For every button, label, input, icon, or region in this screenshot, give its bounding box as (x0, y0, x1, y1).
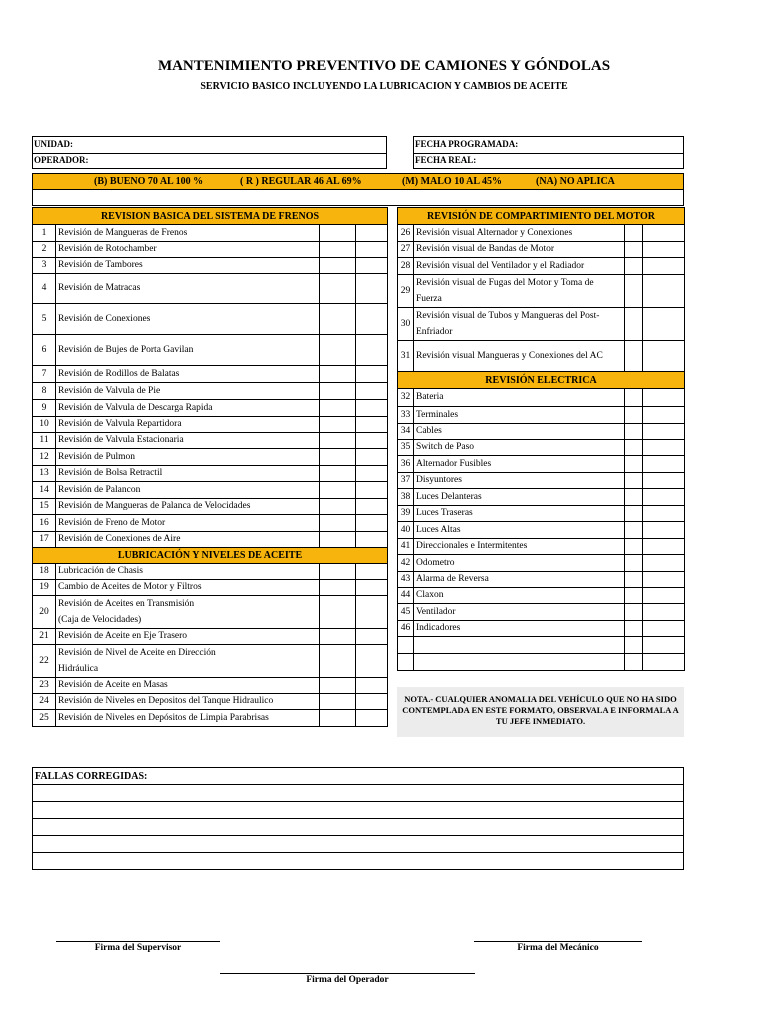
rating-cell[interactable] (320, 335, 356, 366)
observation-cell[interactable] (643, 456, 685, 473)
rating-cell[interactable] (320, 433, 356, 449)
item-number: 1 (33, 225, 56, 242)
rating-cell[interactable] (320, 466, 356, 482)
rating-cell[interactable] (625, 308, 643, 341)
legend-na: (NA) NO APLICA (536, 176, 615, 187)
checklist-row (398, 473, 685, 489)
item-number: 11 (33, 433, 56, 449)
item-number: 24 (33, 694, 56, 710)
observation-cell[interactable] (643, 572, 685, 588)
fallas-label: FALLAS CORREGIDAS: (33, 768, 684, 785)
checklist-row (33, 482, 388, 499)
rating-cell[interactable] (625, 555, 643, 572)
item-number: 26 (398, 225, 414, 242)
observation-cell[interactable] (643, 621, 685, 637)
checklist-row (33, 417, 388, 433)
rating-cell[interactable] (320, 499, 356, 515)
observation-cell[interactable] (356, 499, 388, 515)
checklist-row (398, 275, 685, 308)
operador-field[interactable] (92, 153, 385, 168)
checklist-row (33, 366, 388, 383)
item-label: Revisión de Valvula de Descarga Rapida (56, 400, 320, 417)
rating-legend (32, 173, 684, 190)
observation-cell[interactable] (356, 532, 388, 548)
fecha-programada-field[interactable] (528, 137, 682, 152)
item-label: Odometro (414, 555, 625, 572)
rating-cell[interactable] (625, 522, 643, 539)
fecha-programada-label: FECHA PROGRAMADA: (415, 139, 519, 149)
checklist-row (398, 308, 685, 341)
item-number: 38 (398, 489, 414, 506)
checklist-row (33, 258, 388, 274)
item-number: 32 (398, 389, 414, 407)
fallas-line[interactable] (33, 785, 684, 802)
empty-cell[interactable] (625, 637, 643, 654)
unidad-field[interactable] (80, 137, 385, 152)
item-number: 8 (33, 383, 56, 400)
operador-signature-label: Firma del Operador (306, 975, 389, 985)
rating-cell[interactable] (625, 506, 643, 522)
rating-cell[interactable] (320, 383, 356, 400)
item-number: 22 (33, 645, 56, 678)
observation-cell[interactable] (643, 489, 685, 506)
item-label: Revisión de Conexiones (56, 304, 320, 335)
operador-signature-line[interactable] (220, 973, 475, 974)
item-number: 18 (33, 564, 56, 580)
item-number: 12 (33, 449, 56, 466)
item-label: Cables (414, 424, 625, 440)
checklist-row (398, 258, 685, 275)
item-number: 3 (33, 258, 56, 274)
observation-cell[interactable] (643, 389, 685, 407)
item-number: 25 (33, 710, 56, 727)
item-label: Alternador Fusibles (414, 456, 625, 473)
observation-cell[interactable] (643, 308, 685, 341)
checklist-row (398, 225, 685, 242)
item-number: 2 (33, 242, 56, 258)
item-label: Alarma de Reversa (414, 572, 625, 588)
item-number: 20 (33, 596, 56, 629)
rating-cell[interactable] (625, 258, 643, 275)
item-label: Revisión de Bolsa Retractil (56, 466, 320, 482)
checklist-row (33, 400, 388, 417)
checklist-row (33, 532, 388, 548)
rating-cell[interactable] (320, 532, 356, 548)
section-lubricacion: LUBRICACIÓN Y NIVELES DE ACEITE (33, 548, 388, 564)
observation-cell[interactable] (356, 366, 388, 383)
item-label: Revisión de Mangueras de Palanca de Velocidades (56, 499, 320, 515)
item-label (56, 645, 320, 678)
item-number: 40 (398, 522, 414, 539)
checklist-row (398, 424, 685, 440)
item-label: Revisión de Aceite en Masas (56, 678, 320, 694)
observation-cell[interactable] (356, 645, 388, 678)
item-number: 21 (33, 629, 56, 645)
rating-cell[interactable] (625, 588, 643, 604)
observation-cell[interactable] (356, 710, 388, 727)
fecha-real-field[interactable] (484, 153, 682, 168)
checklist-row (33, 433, 388, 449)
item-label: Revisión visual Alternador y Conexiones (414, 225, 625, 242)
rating-cell[interactable] (625, 489, 643, 506)
item-label: Bateria (414, 389, 625, 407)
rating-cell[interactable] (320, 710, 356, 727)
item-number: 35 (398, 440, 414, 456)
rating-cell[interactable] (320, 629, 356, 645)
item-label-line: Fuerza (416, 294, 442, 304)
observation-cell[interactable] (643, 506, 685, 522)
checklist-row (33, 499, 388, 515)
rating-cell[interactable] (625, 225, 643, 242)
item-label (56, 596, 320, 629)
checklist-row (398, 440, 685, 456)
rating-cell[interactable] (320, 645, 356, 678)
item-label: Revisión de Valvula de Pie (56, 383, 320, 400)
rating-cell[interactable] (320, 366, 356, 383)
empty-cell[interactable] (625, 654, 643, 671)
observation-cell[interactable] (356, 515, 388, 532)
item-number: 9 (33, 400, 56, 417)
item-label: Indicadores (414, 621, 625, 637)
item-number: 27 (398, 242, 414, 258)
motor-electrica-table (397, 207, 685, 671)
item-number: 37 (398, 473, 414, 489)
rating-cell[interactable] (320, 596, 356, 629)
item-label: Revisión de Palancon (56, 482, 320, 499)
section-frenos: REVISION BASICA DEL SISTEMA DE FRENOS (33, 208, 388, 225)
rating-cell[interactable] (320, 225, 356, 242)
mecanico-signature-label: Firma del Mecánico (517, 943, 599, 953)
checklist-row (398, 389, 685, 407)
section-motor: REVISIÓN DE COMPARTIMIENTO DEL MOTOR (398, 208, 685, 225)
item-label: Disyuntores (414, 473, 625, 489)
observation-cell[interactable] (356, 258, 388, 274)
item-number: 13 (33, 466, 56, 482)
checklist-row (398, 621, 685, 637)
item-number: 14 (33, 482, 56, 499)
blank-row (32, 190, 684, 206)
item-label (414, 308, 625, 341)
observation-cell[interactable] (356, 242, 388, 258)
item-label: Luces Traseras (414, 506, 625, 522)
item-number: 23 (33, 678, 56, 694)
observation-cell[interactable] (643, 555, 685, 572)
page-subtitle: SERVICIO BASICO INCLUYENDO LA LUBRICACION Y CAMBIOS DE ACEITE (200, 81, 568, 92)
fallas-line[interactable] (33, 802, 684, 819)
checklist-row (33, 580, 388, 596)
observation-cell[interactable] (356, 580, 388, 596)
item-label-line: Revisión de Nivel de Aceite en Dirección (58, 648, 216, 658)
item-label-line: Enfriador (416, 327, 453, 337)
item-label: Luces Delanteras (414, 489, 625, 506)
observation-cell[interactable] (643, 539, 685, 555)
legend-malo: (M) MALO 10 AL 45% (402, 176, 502, 187)
observation-cell[interactable] (643, 258, 685, 275)
mecanico-signature-line[interactable] (474, 941, 642, 942)
item-label: Lubricación de Chasis (56, 564, 320, 580)
item-label: Revisión de Aceite en Eje Trasero (56, 629, 320, 645)
item-number: 34 (398, 424, 414, 440)
rating-cell[interactable] (320, 482, 356, 499)
observation-cell[interactable] (356, 678, 388, 694)
fallas-line[interactable] (33, 819, 684, 836)
section-lubricacion-row (33, 548, 388, 564)
item-label: Switch de Paso (414, 440, 625, 456)
rating-cell[interactable] (320, 400, 356, 417)
item-label: Cambio de Aceites de Motor y Filtros (56, 580, 320, 596)
item-number: 30 (398, 308, 414, 341)
observation-cell[interactable] (356, 335, 388, 366)
rating-cell[interactable] (625, 604, 643, 621)
checklist-row (33, 449, 388, 466)
checklist-row (398, 407, 685, 424)
fallas-line[interactable] (33, 853, 684, 870)
checklist-row (398, 341, 685, 372)
observation-cell[interactable] (356, 449, 388, 466)
checklist-row (33, 596, 388, 629)
observation-cell[interactable] (643, 522, 685, 539)
empty-cell[interactable] (398, 637, 414, 654)
item-label: Revisión visual Mangueras y Conexiones del AC (414, 341, 625, 372)
checklist-row (33, 710, 388, 727)
item-label: Revisión de Niveles en Depósitos de Limpia Parabrisas (56, 710, 320, 727)
rating-cell[interactable] (320, 274, 356, 304)
empty-cell[interactable] (414, 637, 625, 654)
item-number: 41 (398, 539, 414, 555)
rating-cell[interactable] (320, 564, 356, 580)
rating-cell[interactable] (320, 242, 356, 258)
checklist-row (398, 506, 685, 522)
checklist-row (33, 629, 388, 645)
empty-row (398, 654, 685, 671)
item-label: Revisión de Valvula Repartidora (56, 417, 320, 433)
item-label-line: Hidráulica (58, 664, 99, 674)
item-number: 4 (33, 274, 56, 304)
observation-cell[interactable] (356, 433, 388, 449)
observation-cell[interactable] (643, 225, 685, 242)
item-label-line: Revisión visual de Fugas del Motor y Toma de (416, 278, 594, 288)
section-electrica: REVISIÓN ELECTRICA (398, 372, 685, 389)
observation-cell[interactable] (356, 694, 388, 710)
empty-cell[interactable] (398, 654, 414, 671)
item-label: Revisión de Valvula Estacionaria (56, 433, 320, 449)
rating-cell[interactable] (625, 275, 643, 308)
observation-cell[interactable] (356, 400, 388, 417)
item-label: Revisión de Tambores (56, 258, 320, 274)
checklist-row (398, 522, 685, 539)
item-label (414, 275, 625, 308)
item-number: 44 (398, 588, 414, 604)
fallas-corregidas-table (32, 767, 684, 870)
rating-cell[interactable] (625, 242, 643, 258)
legend-regular: ( R ) REGULAR 46 AL 69% (240, 176, 362, 187)
item-number: 7 (33, 366, 56, 383)
rating-cell[interactable] (320, 304, 356, 335)
item-number: 39 (398, 506, 414, 522)
observation-cell[interactable] (643, 242, 685, 258)
observation-cell[interactable] (356, 466, 388, 482)
checklist-row (33, 383, 388, 400)
observation-cell[interactable] (643, 341, 685, 372)
observation-cell[interactable] (356, 225, 388, 242)
checklist-row (33, 225, 388, 242)
item-label: Revisión de Matracas (56, 274, 320, 304)
observation-cell[interactable] (356, 482, 388, 499)
section-electrica-row (398, 372, 685, 389)
item-number: 45 (398, 604, 414, 621)
empty-row (398, 637, 685, 654)
item-label: Revisión de Rodillos de Balatas (56, 366, 320, 383)
maintenance-note: NOTA.- CUALQUIER ANOMALIA DEL VEHÍCULO QUE NO HA SIDO CONTEMPLADA EN ESTE FORMATO, OBSERVALA E INFORMALA A TU JEFE INMEDIATO. (397, 687, 684, 737)
item-label: Revisión de Freno de Motor (56, 515, 320, 532)
checklist-row (33, 515, 388, 532)
item-label: Revisión de Niveles en Depositos del Tanque Hidraulico (56, 694, 320, 710)
item-number: 36 (398, 456, 414, 473)
checklist-row (33, 242, 388, 258)
section-frenos-row (33, 208, 388, 225)
checklist-row (33, 694, 388, 710)
checklist-row (33, 274, 388, 304)
item-label: Revisión de Conexiones de Aire (56, 532, 320, 548)
item-label: Revisión de Pulmon (56, 449, 320, 466)
rating-cell[interactable] (625, 456, 643, 473)
observation-cell[interactable] (356, 564, 388, 580)
empty-cell[interactable] (643, 654, 685, 671)
section-motor-row (398, 208, 685, 225)
item-label: Ventilador (414, 604, 625, 621)
item-number: 5 (33, 304, 56, 335)
checklist-row (398, 539, 685, 555)
rating-cell[interactable] (320, 449, 356, 466)
observation-cell[interactable] (643, 604, 685, 621)
item-number: 19 (33, 580, 56, 596)
item-label: Revisión de Mangueras de Frenos (56, 225, 320, 242)
checklist-row (398, 456, 685, 473)
item-label-line: (Caja de Velocidades) (58, 615, 142, 625)
observation-cell[interactable] (643, 424, 685, 440)
item-label: Revisión visual de Bandas de Motor (414, 242, 625, 258)
observation-cell[interactable] (356, 417, 388, 433)
observation-cell[interactable] (643, 440, 685, 456)
empty-cell[interactable] (414, 654, 625, 671)
rating-cell[interactable] (320, 580, 356, 596)
item-label: Revisión de Bujes de Porta Gavilan (56, 335, 320, 366)
item-label: Revisión visual del Ventilador y el Radiador (414, 258, 625, 275)
item-number: 10 (33, 417, 56, 433)
page-title: MANTENIMIENTO PREVENTIVO DE CAMIONES Y GÓNDOLAS (157, 58, 611, 74)
checklist-row (398, 588, 685, 604)
observation-cell[interactable] (356, 274, 388, 304)
frenos-lubricacion-table (32, 207, 388, 727)
rating-cell[interactable] (320, 258, 356, 274)
rating-cell[interactable] (625, 539, 643, 555)
supervisor-signature-line[interactable] (56, 941, 220, 942)
observation-cell[interactable] (356, 596, 388, 629)
fecha-real-label: FECHA REAL: (415, 155, 477, 165)
item-label: Direccionales e Intermitentes (414, 539, 625, 555)
checklist-row (398, 555, 685, 572)
checklist-row (33, 335, 388, 366)
item-number: 31 (398, 341, 414, 372)
rating-cell[interactable] (320, 694, 356, 710)
fallas-line[interactable] (33, 836, 684, 853)
item-number: 17 (33, 532, 56, 548)
item-label-line: Revisión de Aceites en Transmisión (58, 599, 195, 609)
item-number: 16 (33, 515, 56, 532)
item-number: 33 (398, 407, 414, 424)
rating-cell[interactable] (320, 417, 356, 433)
observation-cell[interactable] (356, 304, 388, 335)
rating-cell[interactable] (625, 407, 643, 424)
observation-cell[interactable] (356, 383, 388, 400)
item-label: Revisión de Rotochamber (56, 242, 320, 258)
operador-label: OPERADOR: (34, 155, 89, 165)
item-number: 15 (33, 499, 56, 515)
item-number: 46 (398, 621, 414, 637)
supervisor-signature-label: Firma del Supervisor (94, 943, 182, 953)
item-label: Terminales (414, 407, 625, 424)
item-number: 43 (398, 572, 414, 588)
checklist-row (398, 242, 685, 258)
rating-cell[interactable] (320, 515, 356, 532)
checklist-row (33, 678, 388, 694)
observation-cell[interactable] (356, 629, 388, 645)
item-number: 29 (398, 275, 414, 308)
checklist-row (398, 572, 685, 588)
item-label-line: Revisión visual de Tubos y Mangueras del Post- (416, 311, 600, 321)
item-number: 42 (398, 555, 414, 572)
rating-cell[interactable] (625, 341, 643, 372)
rating-cell[interactable] (625, 424, 643, 440)
rating-cell[interactable] (625, 621, 643, 637)
rating-cell[interactable] (625, 572, 643, 588)
unidad-label: UNIDAD: (34, 139, 73, 149)
rating-cell[interactable] (625, 389, 643, 407)
checklist-row (33, 564, 388, 580)
empty-cell[interactable] (643, 637, 685, 654)
rating-cell[interactable] (625, 473, 643, 489)
checklist-row (33, 466, 388, 482)
checklist-row (398, 489, 685, 506)
item-label: Claxon (414, 588, 625, 604)
legend-bueno: (B) BUENO 70 AL 100 % (94, 176, 204, 187)
item-number: 6 (33, 335, 56, 366)
item-label: Luces Altas (414, 522, 625, 539)
observation-cell[interactable] (643, 473, 685, 489)
observation-cell[interactable] (643, 588, 685, 604)
observation-cell[interactable] (643, 407, 685, 424)
rating-cell[interactable] (320, 678, 356, 694)
checklist-row (33, 645, 388, 678)
checklist-row (33, 304, 388, 335)
rating-cell[interactable] (625, 440, 643, 456)
observation-cell[interactable] (643, 275, 685, 308)
checklist-row (398, 604, 685, 621)
item-number: 28 (398, 258, 414, 275)
